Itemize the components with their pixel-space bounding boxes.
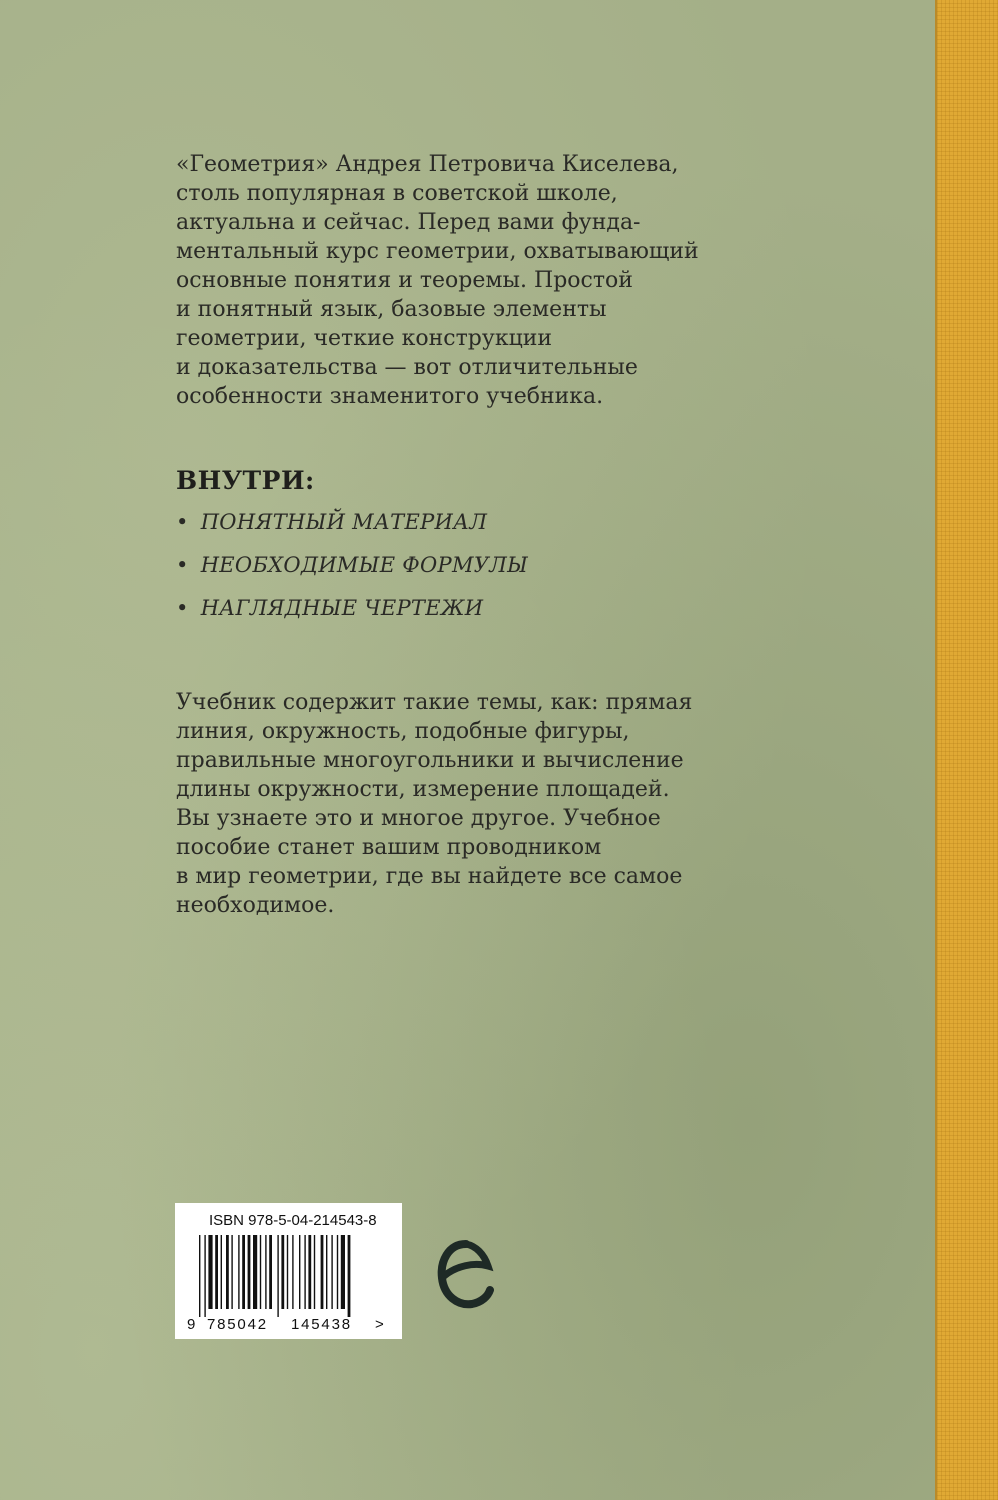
barcode-bar xyxy=(248,1235,251,1309)
barcode-bar xyxy=(331,1235,332,1309)
barcode-bar xyxy=(238,1235,239,1309)
inside-heading: ВНУТРИ: xyxy=(176,466,315,495)
barcode-bar xyxy=(215,1235,218,1309)
isbn-barcode-box xyxy=(175,1203,402,1339)
barcode-bar xyxy=(226,1235,229,1309)
barcode-bar xyxy=(287,1235,288,1309)
barcode-bar xyxy=(299,1235,300,1309)
barcode-bar xyxy=(304,1235,305,1309)
barcode-bar xyxy=(242,1235,245,1309)
barcode-bar xyxy=(337,1235,338,1309)
bullet-icon: • xyxy=(176,553,189,577)
isbn-label: ISBN 978-5-04-214543-8 xyxy=(209,1212,377,1229)
barcode-group-1: 785042 xyxy=(207,1316,268,1333)
barcode-bar xyxy=(314,1235,315,1309)
barcode-bar xyxy=(326,1235,327,1309)
barcode-group-2: 145438 xyxy=(291,1316,352,1333)
list-item: • НЕОБХОДИМЫЕ ФОРМУЛЫ xyxy=(176,553,529,577)
barcode-end-mark: > xyxy=(375,1316,384,1333)
barcode-bar xyxy=(260,1235,261,1309)
topics-text: Учебник содержит такие темы, как: прямая линия, окружность, подобные фигуры, правильные многоугольники и вычисление длины окружности, измерение площадей. Вы узнаете это и многое другое. Учебное пособие станет вашим проводником в мир геометрии, где вы найдете все самое необходимое. xyxy=(176,690,693,918)
barcode-bar xyxy=(231,1235,232,1309)
inside-list xyxy=(176,508,528,637)
barcode-first-digit: 9 xyxy=(187,1316,196,1333)
bullet-icon: • xyxy=(176,510,189,534)
blurb-text: «Геометрия» Андрея Петровича Киселева, столь популярная в советской школе, актуальна и сейчас. Перед вами фунда- ментальный курс геометрии, охватывающий основные понятия и теоремы. Простой и понятный язык, базовые элементы геометрии, четкие конструкции и доказательства — вот отличительные особенности знаменитого учебника. xyxy=(176,152,699,409)
barcode-bars xyxy=(199,1235,350,1317)
barcode-bar xyxy=(265,1235,266,1309)
barcode-bar xyxy=(321,1235,324,1309)
barcode-bar xyxy=(269,1235,272,1309)
barcode xyxy=(187,1235,387,1333)
barcode-bar xyxy=(281,1235,284,1309)
barcode-bar xyxy=(199,1235,200,1317)
barcode-bar xyxy=(277,1235,278,1317)
barcode-bar xyxy=(221,1235,222,1309)
publisher-e-logo-icon xyxy=(434,1236,498,1312)
barcode-bar xyxy=(204,1235,205,1317)
barcode-bar xyxy=(341,1235,345,1309)
barcode-bar xyxy=(208,1235,212,1309)
barcode-bar xyxy=(253,1235,257,1309)
spine-cloth-edge xyxy=(935,0,998,1500)
bullet-icon: • xyxy=(176,596,189,620)
barcode-bar xyxy=(308,1235,311,1309)
list-item: • НАГЛЯДНЫЕ ЧЕРТЕЖИ xyxy=(176,596,484,620)
list-item: • ПОНЯТНЫЙ МАТЕРИАЛ xyxy=(176,510,488,534)
barcode-bar xyxy=(348,1235,351,1317)
barcode-bar xyxy=(292,1235,293,1309)
